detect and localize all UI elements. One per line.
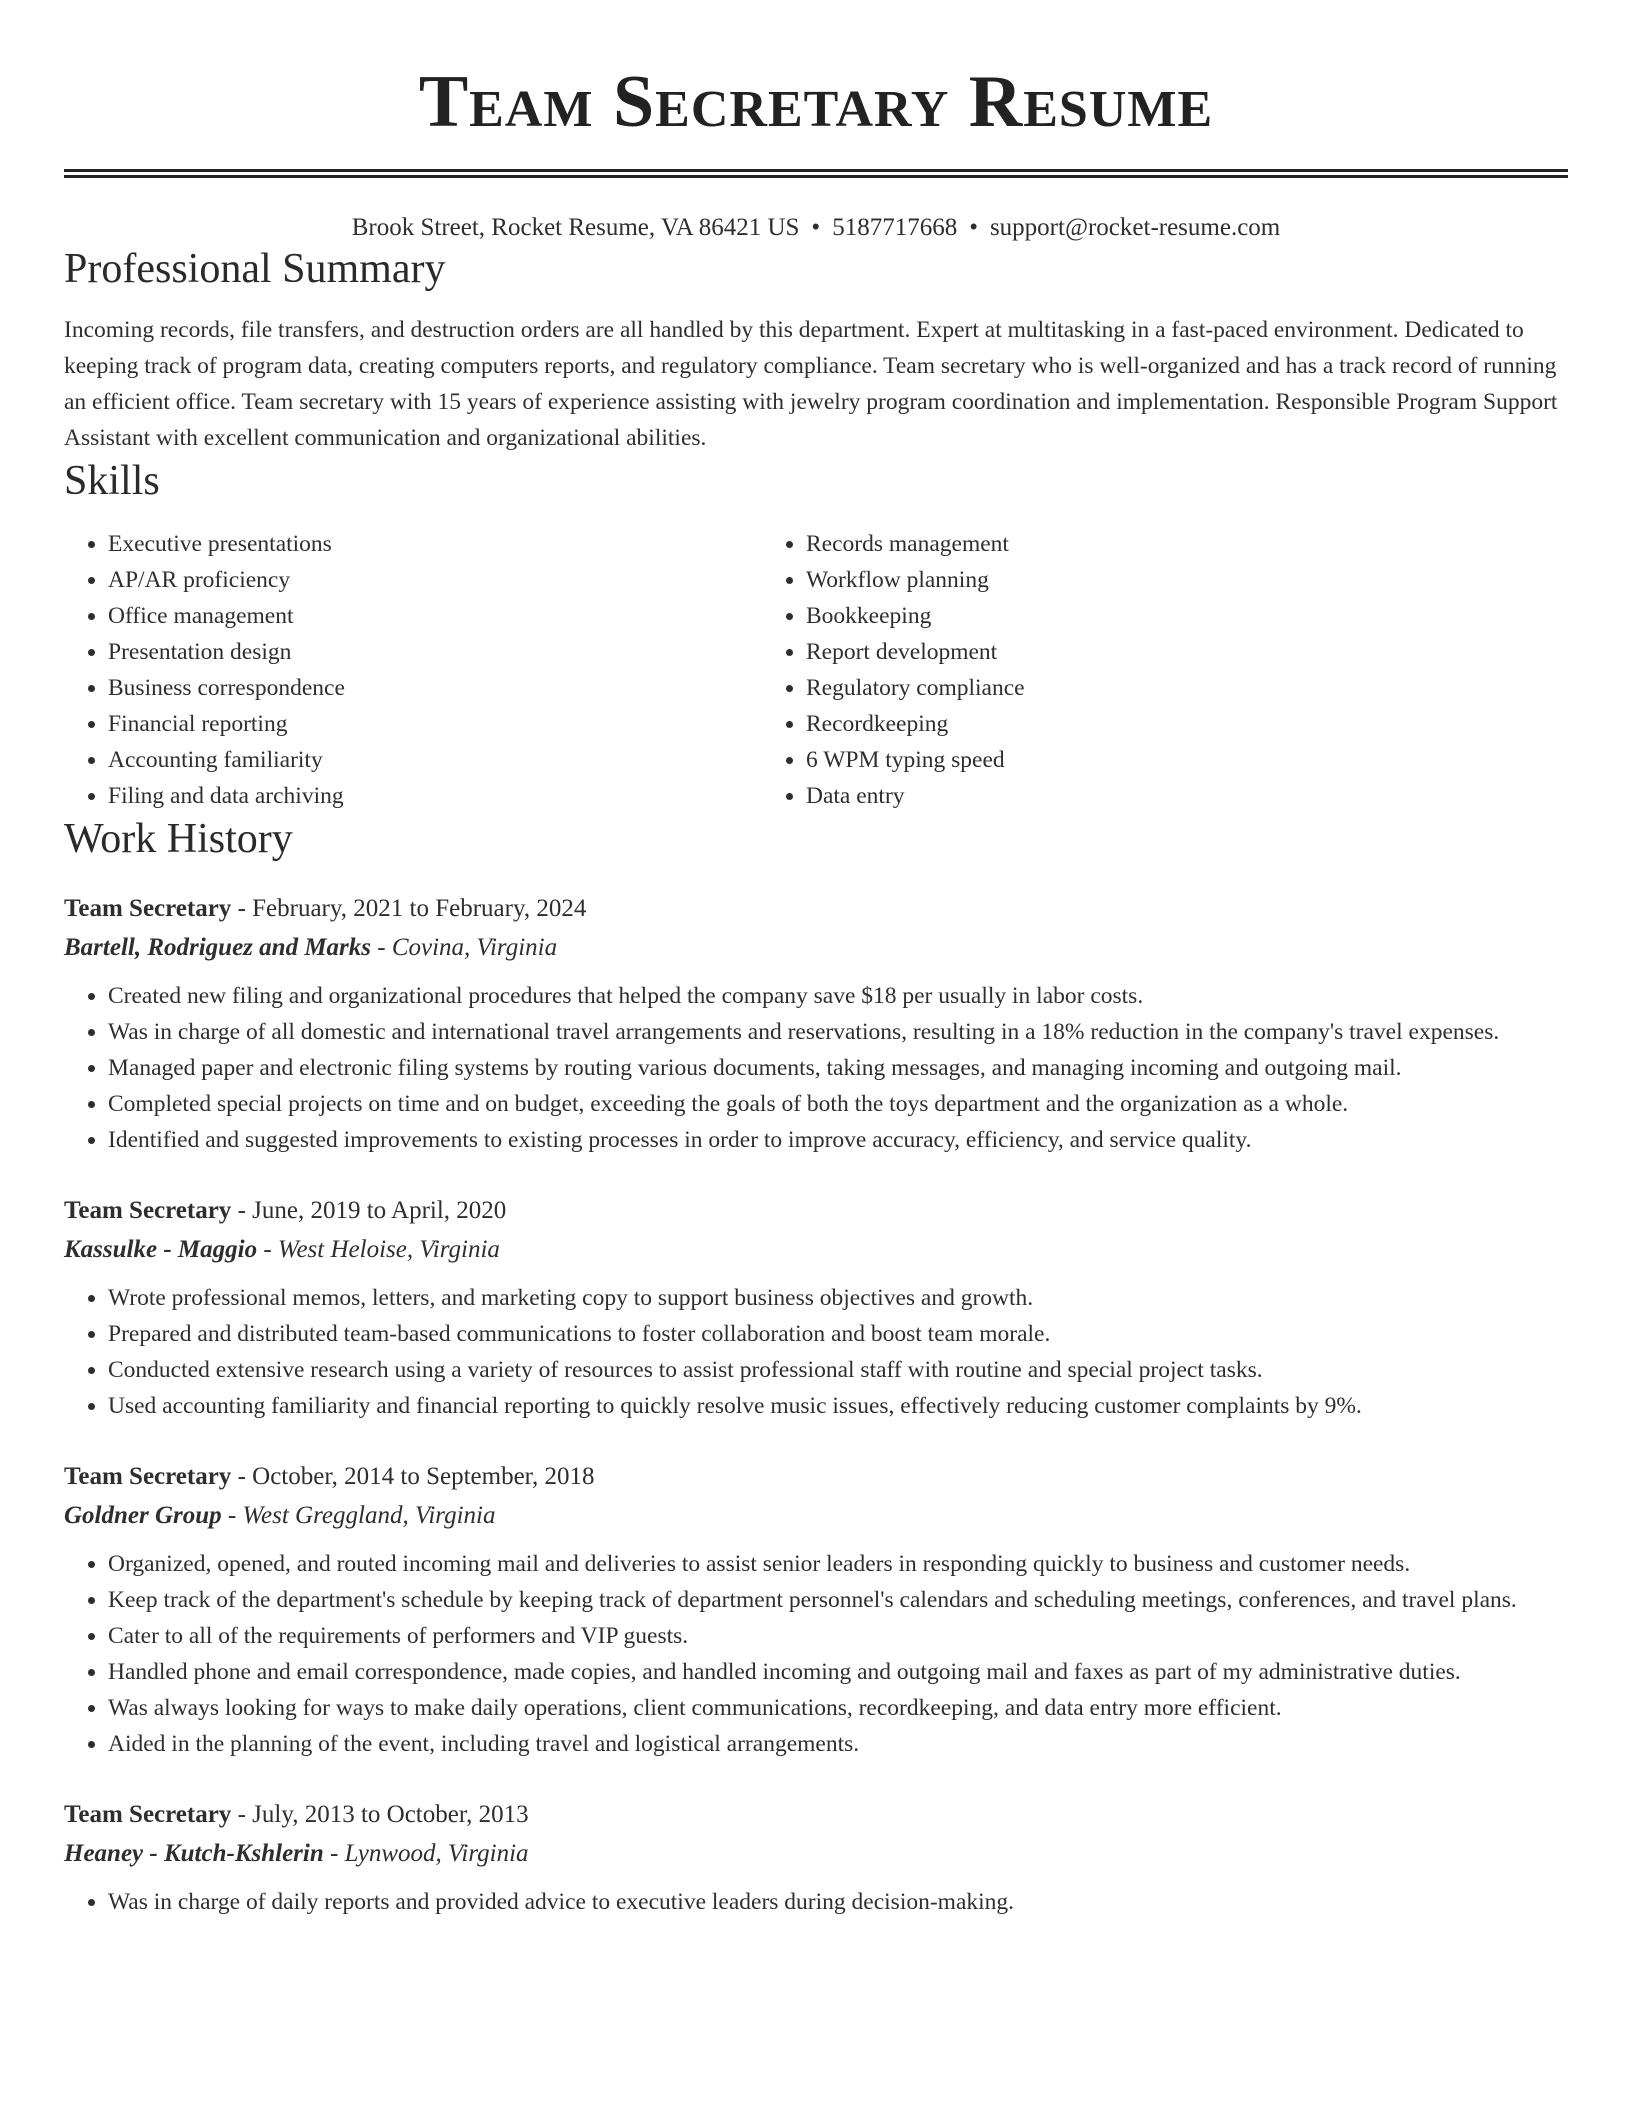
skill-item: • Financial reporting [108, 706, 762, 742]
job-header [64, 1458, 1568, 1496]
job-dates: - October, 2014 to September, 2018 [231, 1463, 595, 1490]
work-history-heading: Work History [64, 816, 293, 862]
skill-item: • Recordkeeping [806, 706, 1460, 742]
job-dates: - February, 2021 to February, 2024 [231, 895, 587, 922]
contact-separator: • [811, 214, 821, 241]
job-entry [64, 1796, 1568, 1920]
job-bullet: • Organized, opened, and routed incoming mail and deliveries to assist senior leaders in responding quickly to business and customer needs. [108, 1546, 1568, 1582]
job-title: Team Secretary [64, 1801, 232, 1828]
job-header [64, 1192, 1568, 1230]
job-header [64, 1796, 1568, 1834]
job-bullet: • Was always looking for ways to make daily operations, client communications, recordkeeping, and data entry more efficient. [108, 1690, 1568, 1726]
job-dates: - June, 2019 to April, 2020 [231, 1197, 507, 1224]
job-title: Team Secretary [64, 895, 232, 922]
job-bullet: • Prepared and distributed team-based communications to foster collaboration and boost team morale. [108, 1316, 1568, 1352]
contact-line [64, 212, 1568, 244]
job-company-line [64, 1834, 1568, 1874]
job-company: Goldner Group [64, 1502, 222, 1529]
job-company: Bartell, Rodriguez and Marks [64, 934, 372, 961]
skill-item: • Report development [806, 634, 1460, 670]
contact-address: Brook Street, Rocket Resume, VA 86421 US [351, 214, 800, 241]
job-entry [64, 890, 1568, 1158]
contact-email: support@rocket-resume.com [989, 214, 1281, 241]
contact-phone: 5187717668 [832, 214, 958, 241]
skill-item: • Executive presentations [108, 526, 762, 562]
job-bullet: • Conducted extensive research using a variety of resources to assist professional staff with routine and special project tasks. [108, 1352, 1568, 1388]
job-dates: - July, 2013 to October, 2013 [231, 1801, 529, 1828]
skill-item: • Presentation design [108, 634, 762, 670]
job-bullet: • Was in charge of all domestic and international travel arrangements and reservations, resulting in a 18% reduction in the company's travel expenses. [108, 1014, 1568, 1050]
skill-item: • Data entry [806, 778, 1460, 814]
job-entry [64, 1192, 1568, 1424]
job-company: Kassulke - Maggio [64, 1236, 258, 1263]
job-company-line [64, 1496, 1568, 1536]
job-location: - West Greggland, Virginia [221, 1502, 496, 1529]
skill-item: • Regulatory compliance [806, 670, 1460, 706]
job-bullets [64, 1884, 1568, 1920]
skill-item: • Filing and data archiving [108, 778, 762, 814]
job-bullet: • Wrote professional memos, letters, and marketing copy to support business objectives and growth. [108, 1280, 1568, 1316]
skill-item: • Workflow planning [806, 562, 1460, 598]
job-bullet: • Cater to all of the requirements of performers and VIP guests. [108, 1618, 1568, 1654]
title-double-rule [64, 169, 1568, 178]
job-bullets [64, 1280, 1568, 1424]
skills-right-list [762, 526, 1460, 814]
job-bullet: • Used accounting familiarity and financial reporting to quickly resolve music issues, effectively reducing customer complaints by 9%. [108, 1388, 1568, 1424]
skill-item: • Business correspondence [108, 670, 762, 706]
summary-text: Incoming records, file transfers, and destruction orders are all handled by this department. Expert at multitasking in a fast-paced environment. Dedicated to keeping track of program data, creating computers reports, and regulatory compliance. Team secretary who is well-organized and has a track record of running an efficient office. Team secretary with 15 years of experience assisting with jewelry program coordination and implementation. Responsible Program Support Assistant with excellent communication and organizational abilities. [64, 317, 1558, 451]
job-location: - Covina, Virginia [371, 934, 558, 961]
job-location: - Lynwood, Virginia [323, 1840, 529, 1867]
skill-item: • Records management [806, 526, 1460, 562]
job-bullet: • Keep track of the department's schedule by keeping track of department personnel's calendars and scheduling meetings, conferences, and travel plans. [108, 1582, 1568, 1618]
job-header [64, 890, 1568, 928]
job-bullets [64, 978, 1568, 1158]
job-bullet: • Aided in the planning of the event, including travel and logistical arrangements. [108, 1726, 1568, 1762]
skills-left-list [64, 526, 762, 814]
job-entry [64, 1458, 1568, 1762]
job-company: Heaney - Kutch-Kshlerin [64, 1840, 324, 1867]
skills-columns [64, 526, 1568, 814]
skill-item: • Office management [108, 598, 762, 634]
job-bullet: • Was in charge of daily reports and provided advice to executive leaders during decision-making. [108, 1884, 1568, 1920]
skill-item: • Accounting familiarity [108, 742, 762, 778]
skill-item: • AP/AR proficiency [108, 562, 762, 598]
contact-separator: • [969, 214, 978, 241]
job-title: Team Secretary [64, 1463, 232, 1490]
job-bullet: • Created new filing and organizational procedures that helped the company save $18 per usually in labor costs. [108, 978, 1568, 1014]
job-bullets [64, 1546, 1568, 1762]
skills-heading: Skills [64, 458, 160, 504]
job-bullet: • Completed special projects on time and on budget, exceeding the goals of both the toys department and the organization as a whole. [108, 1086, 1568, 1122]
resume-title: Team Secretary Resume [418, 61, 1214, 143]
job-company-line [64, 1230, 1568, 1270]
job-title: Team Secretary [64, 1197, 232, 1224]
job-company-line [64, 928, 1568, 968]
skill-item: • 6 WPM typing speed [806, 742, 1460, 778]
skill-item: • Bookkeeping [806, 598, 1460, 634]
job-bullet: • Managed paper and electronic filing systems by routing various documents, taking messages, and managing incoming and outgoing mail. [108, 1050, 1568, 1086]
job-bullet: • Identified and suggested improvements to existing processes in order to improve accuracy, efficiency, and service quality. [108, 1122, 1568, 1158]
summary-heading: Professional Summary [64, 246, 446, 292]
job-bullet: • Handled phone and email correspondence, made copies, and handled incoming and outgoing mail and faxes as part of my administrative duties. [108, 1654, 1568, 1690]
job-location: - West Heloise, Virginia [257, 1236, 500, 1263]
